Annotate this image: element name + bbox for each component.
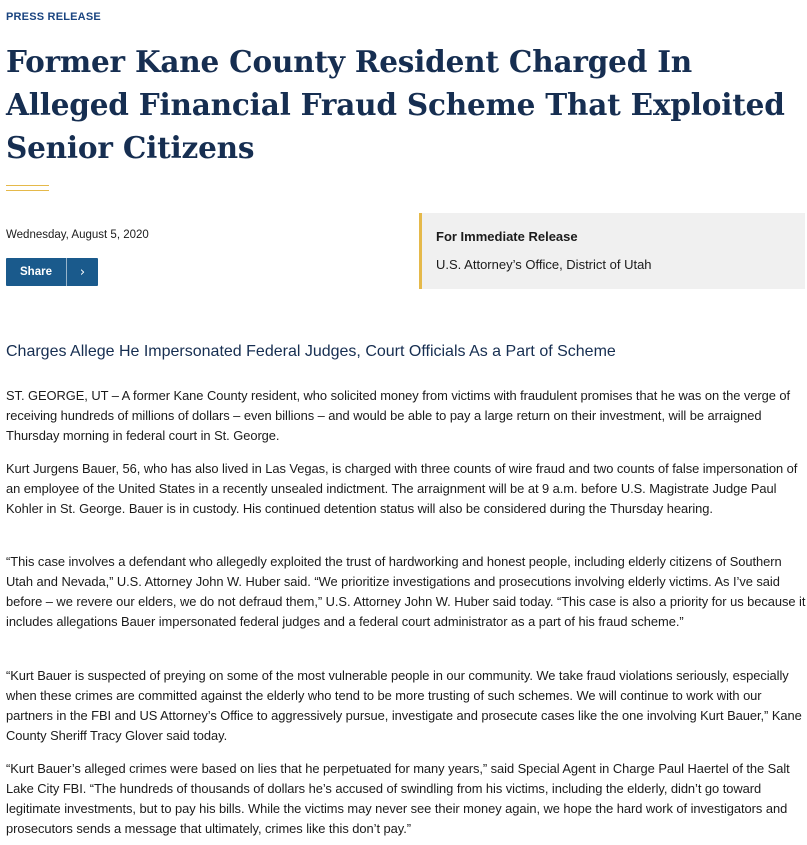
title-divider (6, 185, 49, 191)
publish-date: Wednesday, August 5, 2020 (6, 229, 149, 241)
chevron-right-icon[interactable]: › (79, 264, 86, 280)
share-button-label: Share (20, 266, 52, 278)
body-paragraph: “Kurt Bauer’s alleged crimes were based on lies that he perpetuated for many years,” said Special Agent in Charge Paul Haertel of the Salt Lake City FBI. “The hundreds of thousands of dollars he’s accused of swindling from his victims, including the elderly, didn’t go toward legitimate investments, but to pay his bills. While the victims may never see their money again, we hope the hard work of investigators and prosecutors sends a message that ultimately, crimes like this don’t pay.” (6, 761, 790, 836)
release-info-box (419, 213, 805, 289)
body-paragraph: “Kurt Bauer is suspected of preying on some of the most vulnerable people in our community. We take fraud violations seriously, especially when these crimes are committed against the elderly who tend to be more trusting of such schemes. We will continue to work with our partners in the FBI and US Attorney’s Office to aggressively pursue, investigate and prosecute cases like the one involving Kurt Bauer,” Kane County Sheriff Tracy Glover said today. (6, 668, 802, 743)
body-paragraph: Kurt Jurgens Bauer, 56, who has also lived in Las Vegas, is charged with three counts of wire fraud and two counts of false impersonation of an employee of the United States in a recently unsealed indictment. The arraignment will be at 9 a.m. before U.S. Magistrate Judge Paul Kohler in St. George. Bauer is in custody. His continued detention status will also be considered during the Thursday hearing. (6, 461, 798, 516)
release-label: For Immediate Release (436, 229, 578, 244)
page-title: Former Kane County Resident Charged In Alleged Financial Fraud Scheme That Exploited Senior Citizens (6, 44, 785, 165)
body-paragraph: “This case involves a defendant who allegedly exploited the trust of hardworking and honest people, including elderly citizens of Southern Utah and Nevada,” U.S. Attorney John W. Huber said. “We prioritize investigations and prosecutions involving elderly victims. As I’ve said before – we revere our elders, we do not defraud them,” U.S. Attorney John W. Huber said today. “This case is also a priority for us because it includes allegations Bauer impersonated federal judges and a federal court administrator as a part of his fraud scheme.” (6, 554, 806, 629)
article-subtitle: Charges Allege He Impersonated Federal Judges, Court Officials As a Part of Scheme (6, 343, 616, 360)
body-paragraph: ST. GEORGE, UT – A former Kane County resident, who solicited money from victims with fraudulent promises that he was on the verge of receiving hundreds of millions of dollars – even billions – and would be able to pay a large return on their investment, will be arraigned Thursday morning in federal court in St. George. (6, 388, 791, 443)
press-release-label: PRESS RELEASE (6, 11, 101, 23)
release-office: U.S. Attorney’s Office, District of Utah (436, 257, 652, 272)
share-button[interactable] (6, 258, 98, 286)
